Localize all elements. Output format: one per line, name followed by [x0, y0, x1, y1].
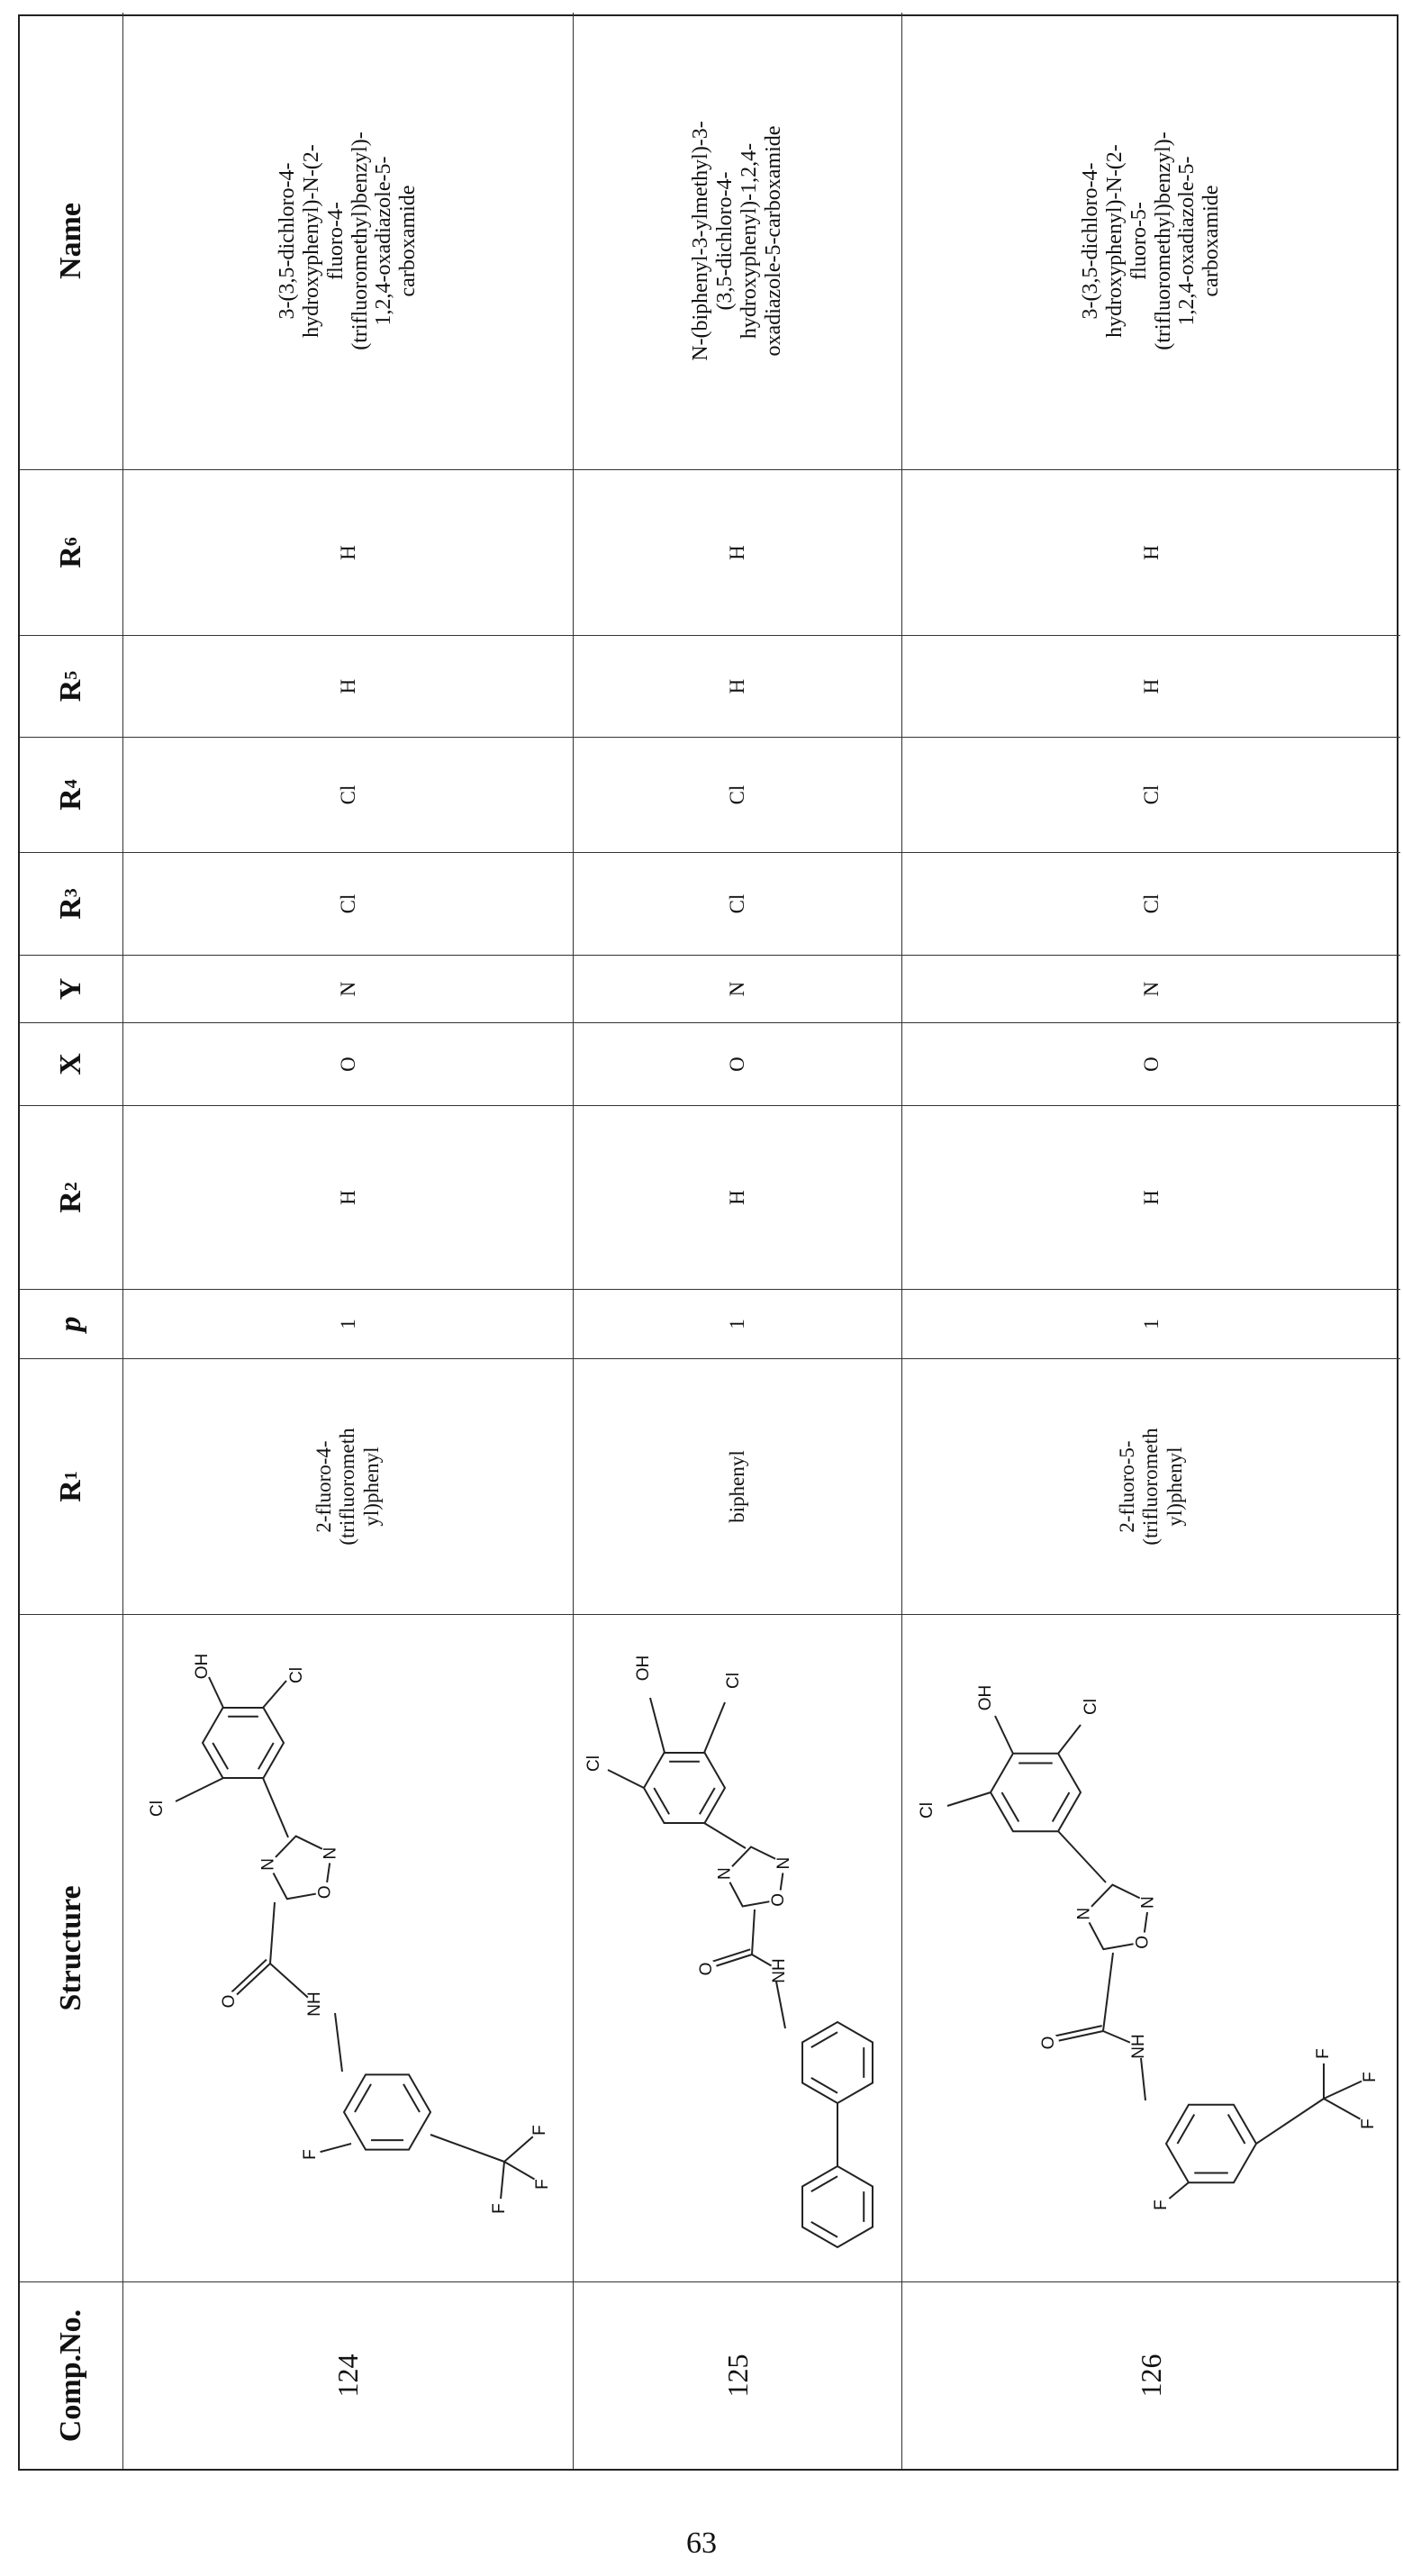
- header-y: [20, 955, 123, 1022]
- r3-value: Cl: [336, 894, 361, 914]
- y-value: N: [725, 982, 750, 997]
- name-line: carboxamide: [1199, 132, 1224, 350]
- atom-label: N: [321, 1847, 340, 1860]
- cell-x: [574, 1022, 902, 1105]
- r1-line: yl)phenyl: [1163, 1428, 1187, 1545]
- cell-r1: [902, 1358, 1400, 1614]
- name-line: fluoro-5-: [1127, 132, 1152, 350]
- cell-r5: [902, 635, 1400, 737]
- header-label: R: [55, 788, 87, 811]
- atom-label: Cl: [1082, 1699, 1100, 1715]
- header-r6: [20, 469, 123, 635]
- name-line: hydroxyphenyl)-1,2,4-: [738, 121, 762, 361]
- atom-label: NH: [1129, 2034, 1148, 2058]
- r1-line: yl)phenyl: [360, 1428, 384, 1545]
- header-superscript: 5: [62, 671, 81, 680]
- x-value: O: [1139, 1057, 1164, 1072]
- r3-value: Cl: [725, 894, 750, 914]
- r5-value: H: [1139, 679, 1164, 694]
- r6-value: H: [1139, 545, 1164, 560]
- atom-label: O: [220, 1995, 239, 2009]
- name-line: 1,2,4-oxadiazole-5-: [1175, 132, 1199, 350]
- cell-r4: [902, 737, 1400, 852]
- y-value: N: [336, 982, 361, 997]
- cell-r1: [123, 1358, 574, 1614]
- r5-value: H: [725, 679, 750, 694]
- r1-line: (trifluorometh: [1139, 1428, 1163, 1545]
- r4-value: Cl: [725, 785, 750, 805]
- atom-label: Cl: [918, 1802, 937, 1819]
- cell-r1: [574, 1358, 902, 1614]
- atom-label: Cl: [148, 1800, 167, 1817]
- atom-label: O: [1039, 2036, 1058, 2050]
- name-line: carboxamide: [396, 132, 421, 350]
- atom-label: N: [1074, 1908, 1093, 1920]
- header-r1: [20, 1358, 123, 1614]
- cell-r5: [574, 635, 902, 737]
- cell-r6: [902, 469, 1400, 635]
- cell-x: [123, 1022, 574, 1105]
- cell-p: [902, 1289, 1400, 1358]
- name-line: hydroxyphenyl)-N-(2-: [1103, 132, 1127, 350]
- compound-table: [18, 14, 1398, 2471]
- cell-r6: [123, 469, 574, 635]
- header-superscript: 1: [62, 1471, 81, 1480]
- atom-label: Cl: [584, 1755, 603, 1772]
- cell-name: [902, 13, 1400, 469]
- name-line: oxadiazole-5-carboxamide: [762, 121, 786, 361]
- name-line: (trifluoromethyl)benzyl)-: [348, 132, 373, 350]
- cell-name: [574, 13, 902, 469]
- header-x: [20, 1022, 123, 1105]
- r1-line: 2-fluoro-5-: [1116, 1428, 1139, 1545]
- header-label: Name: [55, 203, 87, 279]
- r5-value: H: [336, 679, 361, 694]
- cell-r4: [123, 737, 574, 852]
- cell-r5: [123, 635, 574, 737]
- atom-label: NH: [305, 1991, 324, 2016]
- atom-label: Cl: [724, 1673, 743, 1689]
- atom-label: F: [533, 2179, 552, 2190]
- y-value: N: [1139, 982, 1164, 997]
- cell-structure: [902, 1614, 1400, 2281]
- name-line: (trifluoromethyl)benzyl)-: [1152, 132, 1176, 350]
- atom-label: OH: [976, 1685, 995, 1711]
- atom-label: N: [715, 1867, 734, 1880]
- page-number: 63: [0, 2526, 1403, 2561]
- header-label: R: [55, 680, 87, 703]
- atom-label: F: [301, 2149, 320, 2160]
- r4-value: Cl: [1139, 785, 1164, 805]
- cell-comp: [123, 2281, 574, 2469]
- atom-label: O: [697, 1963, 716, 1976]
- atom-label: F: [1359, 2118, 1378, 2129]
- cell-r3: [902, 852, 1400, 955]
- atom-label: F: [490, 2203, 509, 2214]
- r4-value: Cl: [336, 785, 361, 805]
- header-name: [20, 13, 123, 469]
- r2-value: H: [725, 1190, 750, 1205]
- header-label: R: [55, 897, 87, 920]
- comp-value: 124: [330, 2354, 365, 2398]
- atom-label: F: [530, 2125, 549, 2136]
- header-label-line2: No.: [55, 2309, 87, 2354]
- header-label: R: [55, 1191, 87, 1213]
- r2-value: H: [1139, 1190, 1164, 1205]
- cell-y: [574, 955, 902, 1022]
- x-value: O: [336, 1057, 361, 1072]
- header-r2: [20, 1105, 123, 1289]
- r1-line: (trifluorometh: [336, 1428, 359, 1545]
- header-superscript: 2: [62, 1182, 81, 1191]
- cell-name: [123, 13, 574, 469]
- header-superscript: 4: [62, 779, 81, 788]
- atom-label: N: [258, 1858, 277, 1871]
- cell-r3: [123, 852, 574, 955]
- r6-value: H: [336, 545, 361, 560]
- atom-label: OH: [193, 1654, 212, 1680]
- atom-label: O: [769, 1893, 788, 1907]
- name-line: 3-(3,5-dichloro-4-: [276, 132, 300, 350]
- p-value: 1: [725, 1319, 750, 1329]
- atom-label: NH: [770, 1958, 789, 1982]
- p-value: 1: [1139, 1319, 1164, 1329]
- cell-structure: [574, 1614, 902, 2281]
- cell-structure: [123, 1614, 574, 2281]
- atom-label: O: [1133, 1936, 1152, 1949]
- atom-label: OH: [634, 1655, 653, 1682]
- header-label: Comp.: [55, 2354, 87, 2442]
- atom-label: F: [1314, 2048, 1333, 2059]
- header-structure: [20, 1614, 123, 2281]
- header-superscript: 6: [62, 537, 81, 546]
- name-line: 1,2,4-oxadiazole-5-: [372, 132, 396, 350]
- name-line: hydroxyphenyl)-N-(2-: [300, 132, 324, 350]
- header-label: R: [55, 1480, 87, 1502]
- comp-value: 125: [720, 2354, 755, 2398]
- cell-r3: [574, 852, 902, 955]
- atom-label: N: [1139, 1896, 1158, 1909]
- name-line: fluoro-4-: [324, 132, 348, 350]
- name-line: (3,5-dichloro-4-: [713, 121, 738, 361]
- cell-p: [123, 1289, 574, 1358]
- header-r4: [20, 737, 123, 852]
- cell-y: [123, 955, 574, 1022]
- header-label: Structure: [55, 1885, 87, 2010]
- header-r5: [20, 635, 123, 737]
- cell-r2: [123, 1105, 574, 1289]
- atom-label: Cl: [287, 1667, 306, 1683]
- header-superscript: 3: [62, 888, 81, 897]
- atom-label: O: [316, 1885, 335, 1899]
- cell-comp: [902, 2281, 1400, 2469]
- comp-value: 126: [1134, 2354, 1168, 2398]
- atom-label: F: [1361, 2072, 1380, 2082]
- cell-r4: [574, 737, 902, 852]
- r3-value: Cl: [1139, 894, 1164, 914]
- x-value: O: [725, 1057, 750, 1072]
- header-p: [20, 1289, 123, 1358]
- cell-y: [902, 955, 1400, 1022]
- atom-label: N: [774, 1857, 793, 1870]
- p-value: 1: [336, 1319, 361, 1329]
- cell-r6: [574, 469, 902, 635]
- header-label: p: [55, 1317, 87, 1332]
- header-r3: [20, 852, 123, 955]
- r2-value: H: [336, 1190, 361, 1205]
- r1-line: biphenyl: [726, 1450, 749, 1523]
- cell-r2: [574, 1105, 902, 1289]
- cell-comp: [574, 2281, 902, 2469]
- header-label: Y: [55, 978, 87, 1001]
- header-label: R: [55, 546, 87, 568]
- cell-p: [574, 1289, 902, 1358]
- cell-r2: [902, 1105, 1400, 1289]
- name-line: 3-(3,5-dichloro-4-: [1079, 132, 1103, 350]
- r1-line: 2-fluoro-4-: [312, 1428, 336, 1545]
- cell-x: [902, 1022, 1400, 1105]
- atom-label: F: [1152, 2200, 1171, 2210]
- header-comp: [20, 2281, 123, 2469]
- header-label: X: [55, 1053, 87, 1075]
- name-line: N-(biphenyl-3-ylmethyl)-3-: [689, 121, 713, 361]
- r6-value: H: [725, 545, 750, 560]
